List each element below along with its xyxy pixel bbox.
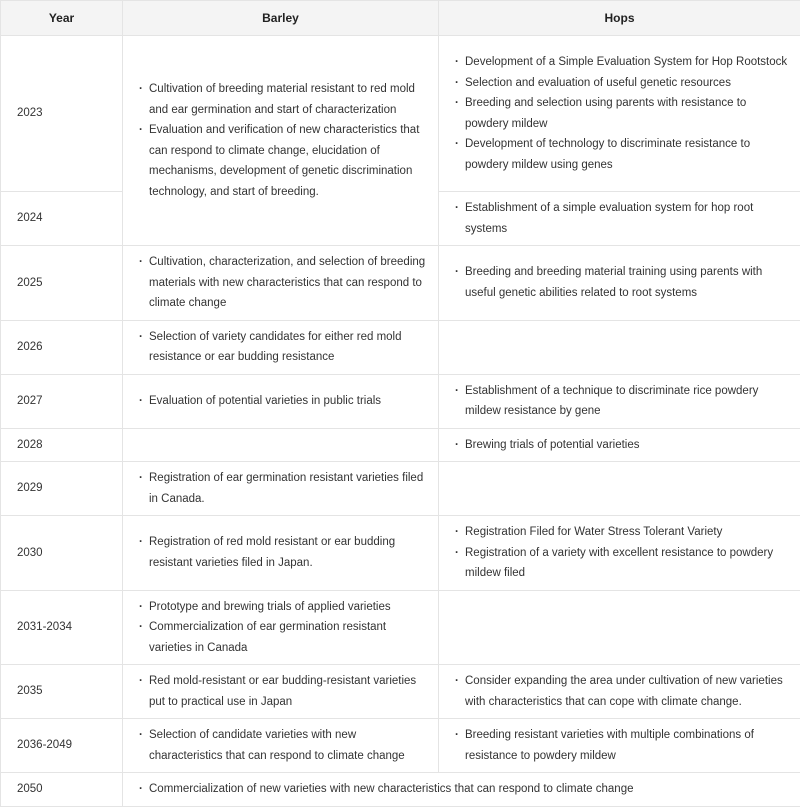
year-cell: 2025: [1, 246, 123, 321]
bullet-list: [139, 327, 428, 368]
year-cell: 2050: [1, 773, 123, 807]
bullet-list: [455, 671, 790, 712]
list-item: · Brewing trials of potential varieties: [455, 435, 790, 456]
barley-cell: [123, 428, 439, 462]
hops-cell: [439, 428, 800, 462]
table-row: [1, 590, 800, 665]
bullet-list: [139, 597, 428, 659]
list-item: · Establishment of a technique to discriminate rice powdery mildew resistance by gene: [455, 381, 790, 422]
barley-cell: [123, 590, 439, 665]
bullet-list: [139, 532, 428, 573]
list-item: · Development of a Simple Evaluation System for Hop Rootstock: [455, 52, 790, 73]
list-item: · Establishment of a simple evaluation system for hop root systems: [455, 198, 790, 239]
table-row: [1, 36, 800, 192]
bullet-list: [139, 779, 790, 800]
list-item: · Registration of ear germination resistant varieties filed in Canada.: [139, 468, 428, 509]
year-cell: 2036-2049: [1, 719, 123, 773]
bullet-list: [455, 725, 790, 766]
table-row: [1, 665, 800, 719]
barley-cell: [123, 462, 439, 516]
list-item: · Red mold-resistant or ear budding-resistant varieties put to practical use in Japan: [139, 671, 428, 712]
hops-cell: [439, 516, 800, 591]
list-item: · Commercialization of ear germination resistant varieties in Canada: [139, 617, 428, 658]
hops-cell: [439, 246, 800, 321]
year-cell: 2027: [1, 374, 123, 428]
hops-cell: [439, 590, 800, 665]
barley-cell: [123, 246, 439, 321]
list-item: · Selection of variety candidates for either red mold resistance or ear budding resistance: [139, 327, 428, 368]
year-cell: 2024: [1, 192, 123, 246]
hops-cell: [439, 462, 800, 516]
list-item: · Consider expanding the area under cultivation of new varieties with characteristics that can cope with climate change.: [455, 671, 790, 712]
table-row: [1, 320, 800, 374]
header-hops: Hops: [439, 1, 800, 36]
list-item: · Breeding and selection using parents with resistance to powdery mildew: [455, 93, 790, 134]
year-cell: 2035: [1, 665, 123, 719]
barley-cell: [123, 665, 439, 719]
bullet-list: [139, 79, 428, 202]
list-item: · Cultivation, characterization, and selection of breeding materials with new characteristics that can respond to climate change: [139, 252, 428, 314]
year-cell: 2023: [1, 36, 123, 192]
list-item: · Evaluation and verification of new characteristics that can respond to climate change, elucidation of mechanisms, development of genetic discrimination technology, and start of breeding.: [139, 120, 428, 202]
bullet-list: [139, 391, 428, 412]
hops-cell: [439, 374, 800, 428]
barley-cell: [123, 320, 439, 374]
table-row: [1, 428, 800, 462]
bullet-list: [455, 435, 790, 456]
bullet-list: [139, 725, 428, 766]
bullet-list: [139, 468, 428, 509]
bullet-list: [455, 381, 790, 422]
table-row: [1, 462, 800, 516]
table-row: [1, 516, 800, 591]
table-row: [1, 374, 800, 428]
barley-cell: [123, 36, 439, 246]
combined-cell: [123, 773, 800, 807]
list-item: · Registration of a variety with excellent resistance to powdery mildew filed: [455, 543, 790, 584]
table-row: [1, 719, 800, 773]
list-item: · Evaluation of potential varieties in public trials: [139, 391, 428, 412]
barley-cell: [123, 719, 439, 773]
list-item: · Selection of candidate varieties with new characteristics that can respond to climate change: [139, 725, 428, 766]
header-barley: Barley: [123, 1, 439, 36]
bullet-list: [455, 522, 790, 584]
list-item: · Development of technology to discriminate resistance to powdery mildew using genes: [455, 134, 790, 175]
year-cell: 2030: [1, 516, 123, 591]
barley-cell: [123, 516, 439, 591]
list-item: · Breeding resistant varieties with multiple combinations of resistance to powdery mildew: [455, 725, 790, 766]
bullet-list: [455, 262, 790, 303]
barley-cell: [123, 374, 439, 428]
year-cell: 2026: [1, 320, 123, 374]
list-item: · Prototype and brewing trials of applied varieties: [139, 597, 428, 618]
hops-cell: [439, 320, 800, 374]
list-item: · Registration Filed for Water Stress Tolerant Variety: [455, 522, 790, 543]
year-cell: 2031-2034: [1, 590, 123, 665]
list-item: · Cultivation of breeding material resistant to red mold and ear germination and start of characterization: [139, 79, 428, 120]
year-cell: 2028: [1, 428, 123, 462]
table-row: [1, 246, 800, 321]
bullet-list: [455, 198, 790, 239]
year-cell: 2029: [1, 462, 123, 516]
bullet-list: [455, 52, 790, 175]
table-header-row: [1, 1, 800, 36]
hops-cell: [439, 36, 800, 192]
list-item: · Selection and evaluation of useful genetic resources: [455, 73, 790, 94]
hops-cell: [439, 665, 800, 719]
bullet-list: [139, 252, 428, 314]
list-item: · Breeding and breeding material training using parents with useful genetic abilities related to root systems: [455, 262, 790, 303]
table-row: [1, 773, 800, 807]
list-item: · Registration of red mold resistant or ear budding resistant varieties filed in Japan.: [139, 532, 428, 573]
bullet-list: [139, 671, 428, 712]
list-item: · Commercialization of new varieties with new characteristics that can respond to climate change: [139, 779, 790, 800]
hops-cell: [439, 192, 800, 246]
header-year: Year: [1, 1, 123, 36]
hops-cell: [439, 719, 800, 773]
